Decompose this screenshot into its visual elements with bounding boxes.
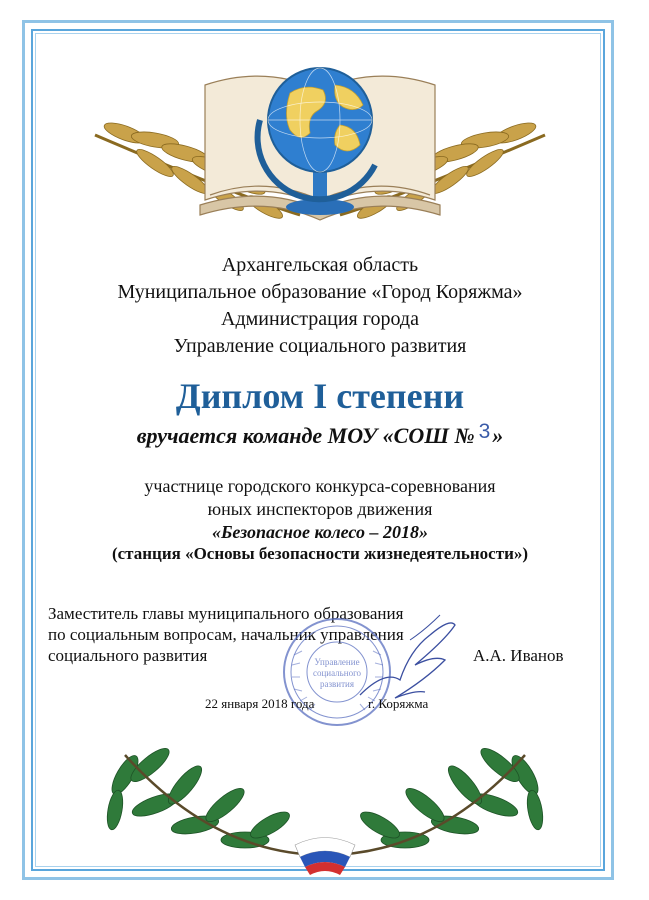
contest-line-2: юных инспекторов движения [207, 499, 433, 519]
region-heading: Архангельская область [221, 254, 419, 276]
station-name: (станция «Основы безопасности жизнедеятельности») [111, 544, 529, 563]
svg-text:социального: социального [312, 668, 362, 678]
contest-name: «Безопасное колесо – 2018» [212, 522, 428, 542]
school-number: 3 [478, 420, 491, 443]
presented-prefix: вручается команде МОУ «СОШ № [136, 423, 475, 448]
presented-suffix: » [492, 423, 504, 448]
signatory-position-2: по социальным вопросам, начальник управления [48, 625, 404, 644]
svg-text:развития: развития [319, 679, 355, 689]
municipality-heading: Муниципальное образование «Город Коряжма» [117, 281, 523, 303]
signer-name: А.А. Иванов [473, 646, 564, 665]
issue-date: 22 января 2018 года [205, 696, 315, 711]
presented-to-line [40, 420, 600, 449]
issue-place: г. Коряжма [368, 696, 429, 711]
signature-icon [355, 610, 465, 705]
department-heading: Управление социального развития [173, 335, 467, 357]
svg-text:Управление: Управление [314, 657, 360, 667]
signatory-position-3: социального развития [48, 646, 208, 665]
globe-book-emblem-icon [85, 45, 555, 235]
administration-heading: Администрация города [221, 308, 419, 330]
laurel-wreath-icon [95, 735, 555, 875]
signatory-position-1: Заместитель главы муниципального образования [48, 604, 404, 623]
diploma-title: Диплом I степени [175, 376, 465, 416]
contest-line-1: участнице городского конкурса-соревнования [144, 476, 496, 496]
